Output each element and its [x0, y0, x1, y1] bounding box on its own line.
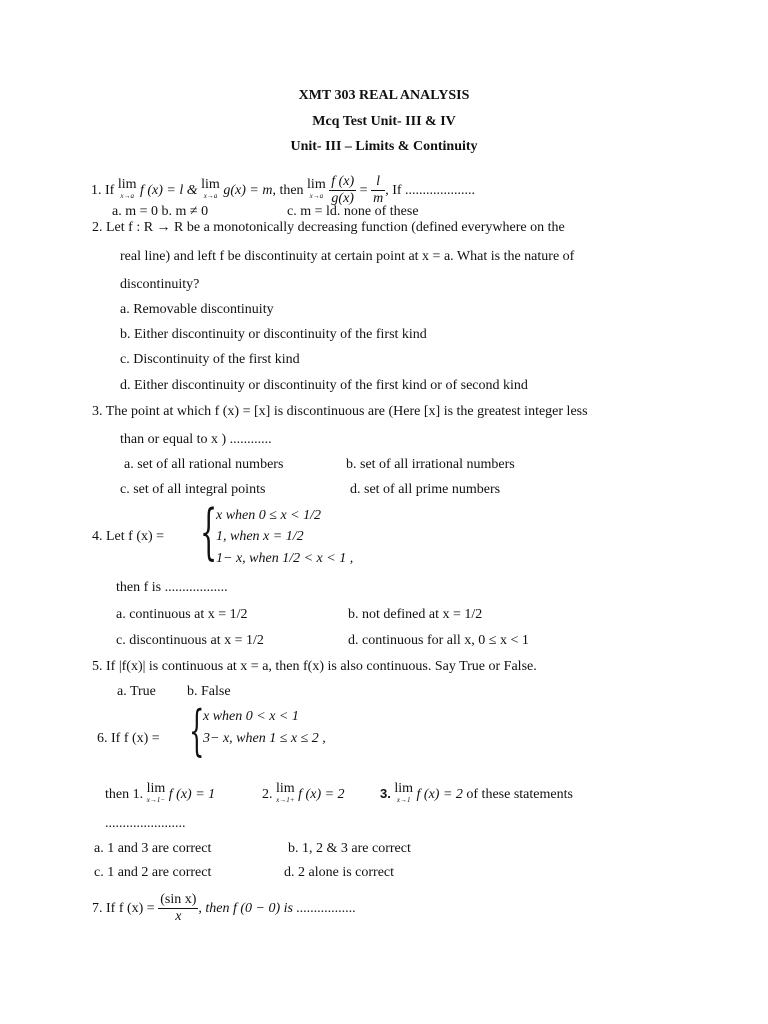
q3-line-2: than or equal to x ) ............ — [120, 432, 272, 447]
q1-number: 1. If — [91, 182, 115, 198]
q4-option-d: d. continuous for all x, 0 ≤ x < 1 — [348, 633, 529, 648]
q1-option-cd: c. m = ld. none of these — [287, 204, 419, 219]
q6-option-a: a. 1 and 3 are correct — [94, 841, 212, 856]
q2-line-2: real line) and left f be discontinuity at certain point at x = a. What is the nature of — [120, 249, 575, 264]
q2-option-c: c. Discontinuity of the first kind — [120, 352, 300, 367]
q6-option-d: d. 2 alone is correct — [284, 865, 395, 880]
q6-tail: of these statements — [466, 787, 573, 802]
q4-case-3: 1− x, when 1/2 < x < 1 , — [216, 551, 354, 566]
q1-lim-3: lim x→a — [307, 176, 326, 200]
test-subtitle: Mcq Test Unit- III & IV — [312, 114, 456, 129]
q7-tail: , then f (0 − 0) is ................. — [198, 900, 356, 916]
q1-option-ab: a. m = 0 b. m ≠ 0 — [112, 204, 209, 219]
q6-brace-icon: { — [189, 699, 205, 762]
q1-fraction-fg: $\frac{f (x)}{g(x)}$ — [331, 174, 355, 207]
q6-s1-expr: f (x) = 1 — [168, 787, 216, 802]
q4-option-b: b. not defined at x = 1/2 — [348, 607, 483, 622]
question-1 — [91, 174, 475, 207]
q6-case-2: 3− x, when 1 ≤ x ≤ 2 , — [203, 731, 326, 746]
q3-line-1: 3. The point at which f (x) = [x] is discontinuous are (Here [x] is the greatest integer less — [92, 404, 588, 419]
q7-prefix: 7. If f (x) = — [92, 900, 155, 916]
q2-line-3: discontinuity? — [120, 277, 200, 292]
q1-equals: = — [359, 182, 368, 198]
question-7 — [92, 892, 356, 925]
q6-option-c: c. 1 and 2 are correct — [94, 865, 212, 880]
q5-option-a: a. True — [117, 684, 156, 699]
q4-option-c: c. discontinuous at x = 1/2 — [116, 633, 264, 648]
q6-s3-expr: f (x) = 2 — [416, 787, 463, 802]
q2-option-d: d. Either discontinuity or discontinuity of the first kind or of second kind — [120, 378, 528, 393]
q2-option-a: a. Removable discontinuity — [120, 302, 274, 317]
q6-s2-number: 2. — [262, 787, 273, 802]
q4-then: then f is .................. — [116, 580, 228, 595]
q6-statement-2 — [262, 782, 345, 804]
q3-option-d: d. set of all prime numbers — [350, 482, 501, 497]
q6-s3-number: 3. — [380, 786, 391, 801]
q4-case-2: 1, when x = 1/2 — [216, 529, 304, 544]
q6-s2-expr: f (x) = 2 — [298, 787, 345, 802]
q7-fraction: $\frac{\text{(sin x)}}{x}$ — [160, 892, 197, 925]
q6-then: then — [105, 787, 130, 802]
q1-if: , If .................... — [385, 182, 476, 198]
q5-line-1: 5. If |f(x)| is continuous at x = a, then f(x) is also continuous. Say True or False. — [92, 659, 537, 674]
q6-statement-3 — [380, 782, 573, 804]
q4-option-a: a. continuous at x = 1/2 — [116, 607, 248, 622]
q4-case-1: x when 0 ≤ x < 1/2 — [216, 508, 321, 523]
q1-then: , then — [272, 182, 304, 198]
q6-option-b: b. 1, 2 & 3 are correct — [288, 841, 411, 856]
q5-option-b: b. False — [187, 684, 231, 699]
q1-expr-1: f (x) = l & — [140, 182, 198, 198]
document-title: XMT 303 REAL ANALYSIS — [298, 88, 470, 103]
q6-statements — [105, 782, 215, 804]
q6-s1-number: 1. — [132, 787, 144, 802]
q1-lim-2: lim x→a — [201, 176, 220, 200]
q2-line-1: 2. Let f : R → R be a monotonically decreasing function (defined everywhere on the — [92, 220, 565, 235]
q1-expr-2: g(x) = m — [223, 182, 273, 198]
q2-option-b: b. Either discontinuity or discontinuity of the first kind — [120, 327, 427, 342]
q6-case-1: x when 0 < x < 1 — [203, 709, 299, 724]
q3-option-b: b. set of all irrational numbers — [346, 457, 515, 472]
q6-prefix: 6. If f (x) = — [97, 731, 160, 746]
q3-option-c: c. set of all integral points — [120, 482, 266, 497]
q3-option-a: a. set of all rational numbers — [124, 457, 284, 472]
q6-s1-lim: lim x→1− — [146, 781, 166, 804]
q4-brace-icon: { — [200, 497, 218, 567]
q6-s2-lim: lim x→1+ — [276, 781, 295, 804]
q1-fraction-lm: $\frac{l}{m}$ — [373, 174, 384, 207]
q1-lim-1: lim x→a — [117, 176, 137, 200]
q6-s3-lim: lim x→1 — [394, 781, 414, 804]
unit-heading: Unit- III – Limits & Continuity — [290, 139, 478, 154]
q4-prefix: 4. Let f (x) = — [92, 529, 165, 544]
q6-dots: ....................... — [105, 816, 186, 831]
